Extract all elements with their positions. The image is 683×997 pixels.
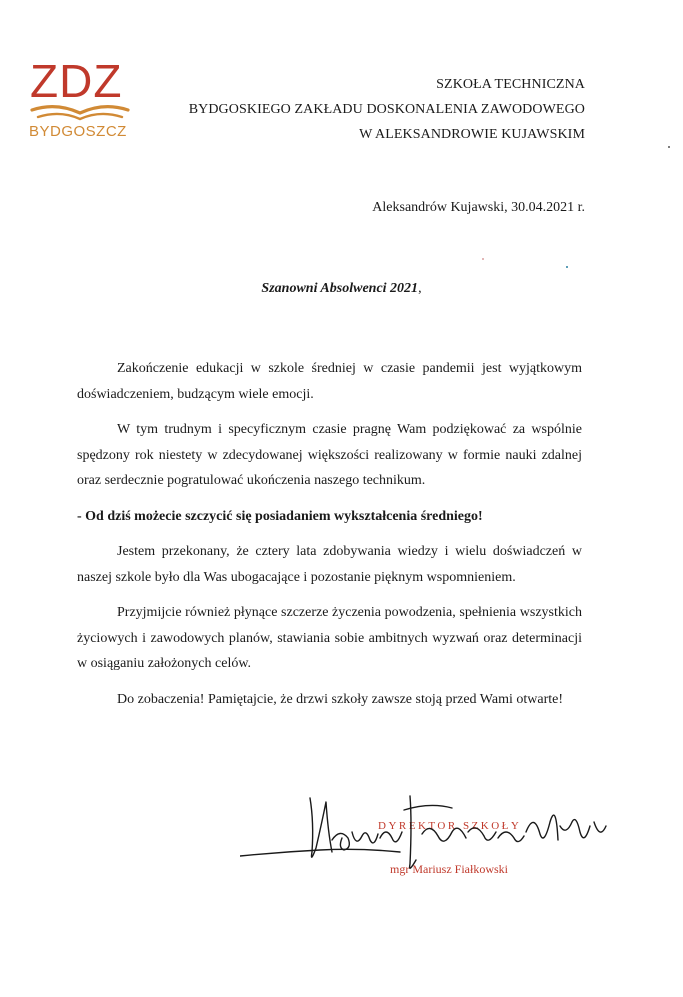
scan-speck	[482, 258, 484, 260]
place-and-date: Aleksandrów Kujawski, 30.04.2021 r.	[372, 200, 585, 215]
director-stamp-title: DYREKTOR SZKOŁY	[378, 820, 522, 832]
paragraph-6: Do zobaczenia! Pamiętajcie, że drzwi szkoły zawsze stoją przed Wami otwarte!	[117, 691, 564, 707]
school-logo	[28, 55, 132, 142]
letter-body	[77, 356, 582, 722]
paragraph-4: Jestem przekonany, że cztery lata zdobywania wiedzy i wielu doświadczeń w naszej szkole było dla Was ubogacające i pozostanie pięknym wspomnieniem.	[77, 544, 582, 585]
header-line-1: SZKOŁA TECHNICZNA	[436, 77, 585, 92]
logo-city: BYDGOSZCZ	[29, 123, 127, 140]
open-book-icon	[30, 104, 130, 124]
handwritten-signature	[240, 782, 640, 892]
scan-speck	[566, 266, 568, 268]
paragraph-2: W tym trudnym i specyficznym czasie pragnę Wam podziękować za wspólnie spędzony rok niestety w zdecydowanej większości realizowany w formie nauki zdalnej oraz serdecznie pogratulować ukończenia naszego technikum.	[77, 422, 582, 488]
paragraph-1: Zakończenie edukacji w szkole średniej w czasie pandemii jest wyjątkowym doświadczeniem, budzącym wiele emocji.	[77, 361, 582, 402]
scan-speck	[668, 146, 670, 148]
logo-letters: ZDZ	[30, 55, 123, 107]
header-line-2: BYDGOSKIEGO ZAKŁADU DOSKONALENIA ZAWODOWEGO	[188, 102, 585, 117]
director-stamp-name: mgr Mariusz Fiałkowski	[390, 862, 508, 876]
signature-block	[240, 782, 640, 892]
salutation	[0, 281, 683, 297]
salutation-text: Szanowni Absolwenci 2021	[261, 281, 419, 296]
salutation-comma: ,	[418, 281, 422, 296]
paragraph-5: Przyjmijcie również płynące szczerze życzenia powodzenia, spełnienia wszystkich życiowych i zawodowych planów, stawiania sobie ambitnych wyzwań oraz determinacji w osiąganiu założonych celów.	[77, 605, 582, 671]
header-line-3: W ALEKSANDROWIE KUJAWSKIM	[359, 127, 585, 142]
school-header	[189, 72, 585, 147]
paragraph-3-highlight: - Od dziś możecie szczycić się posiadaniem wykształcenia średniego!	[77, 508, 483, 524]
